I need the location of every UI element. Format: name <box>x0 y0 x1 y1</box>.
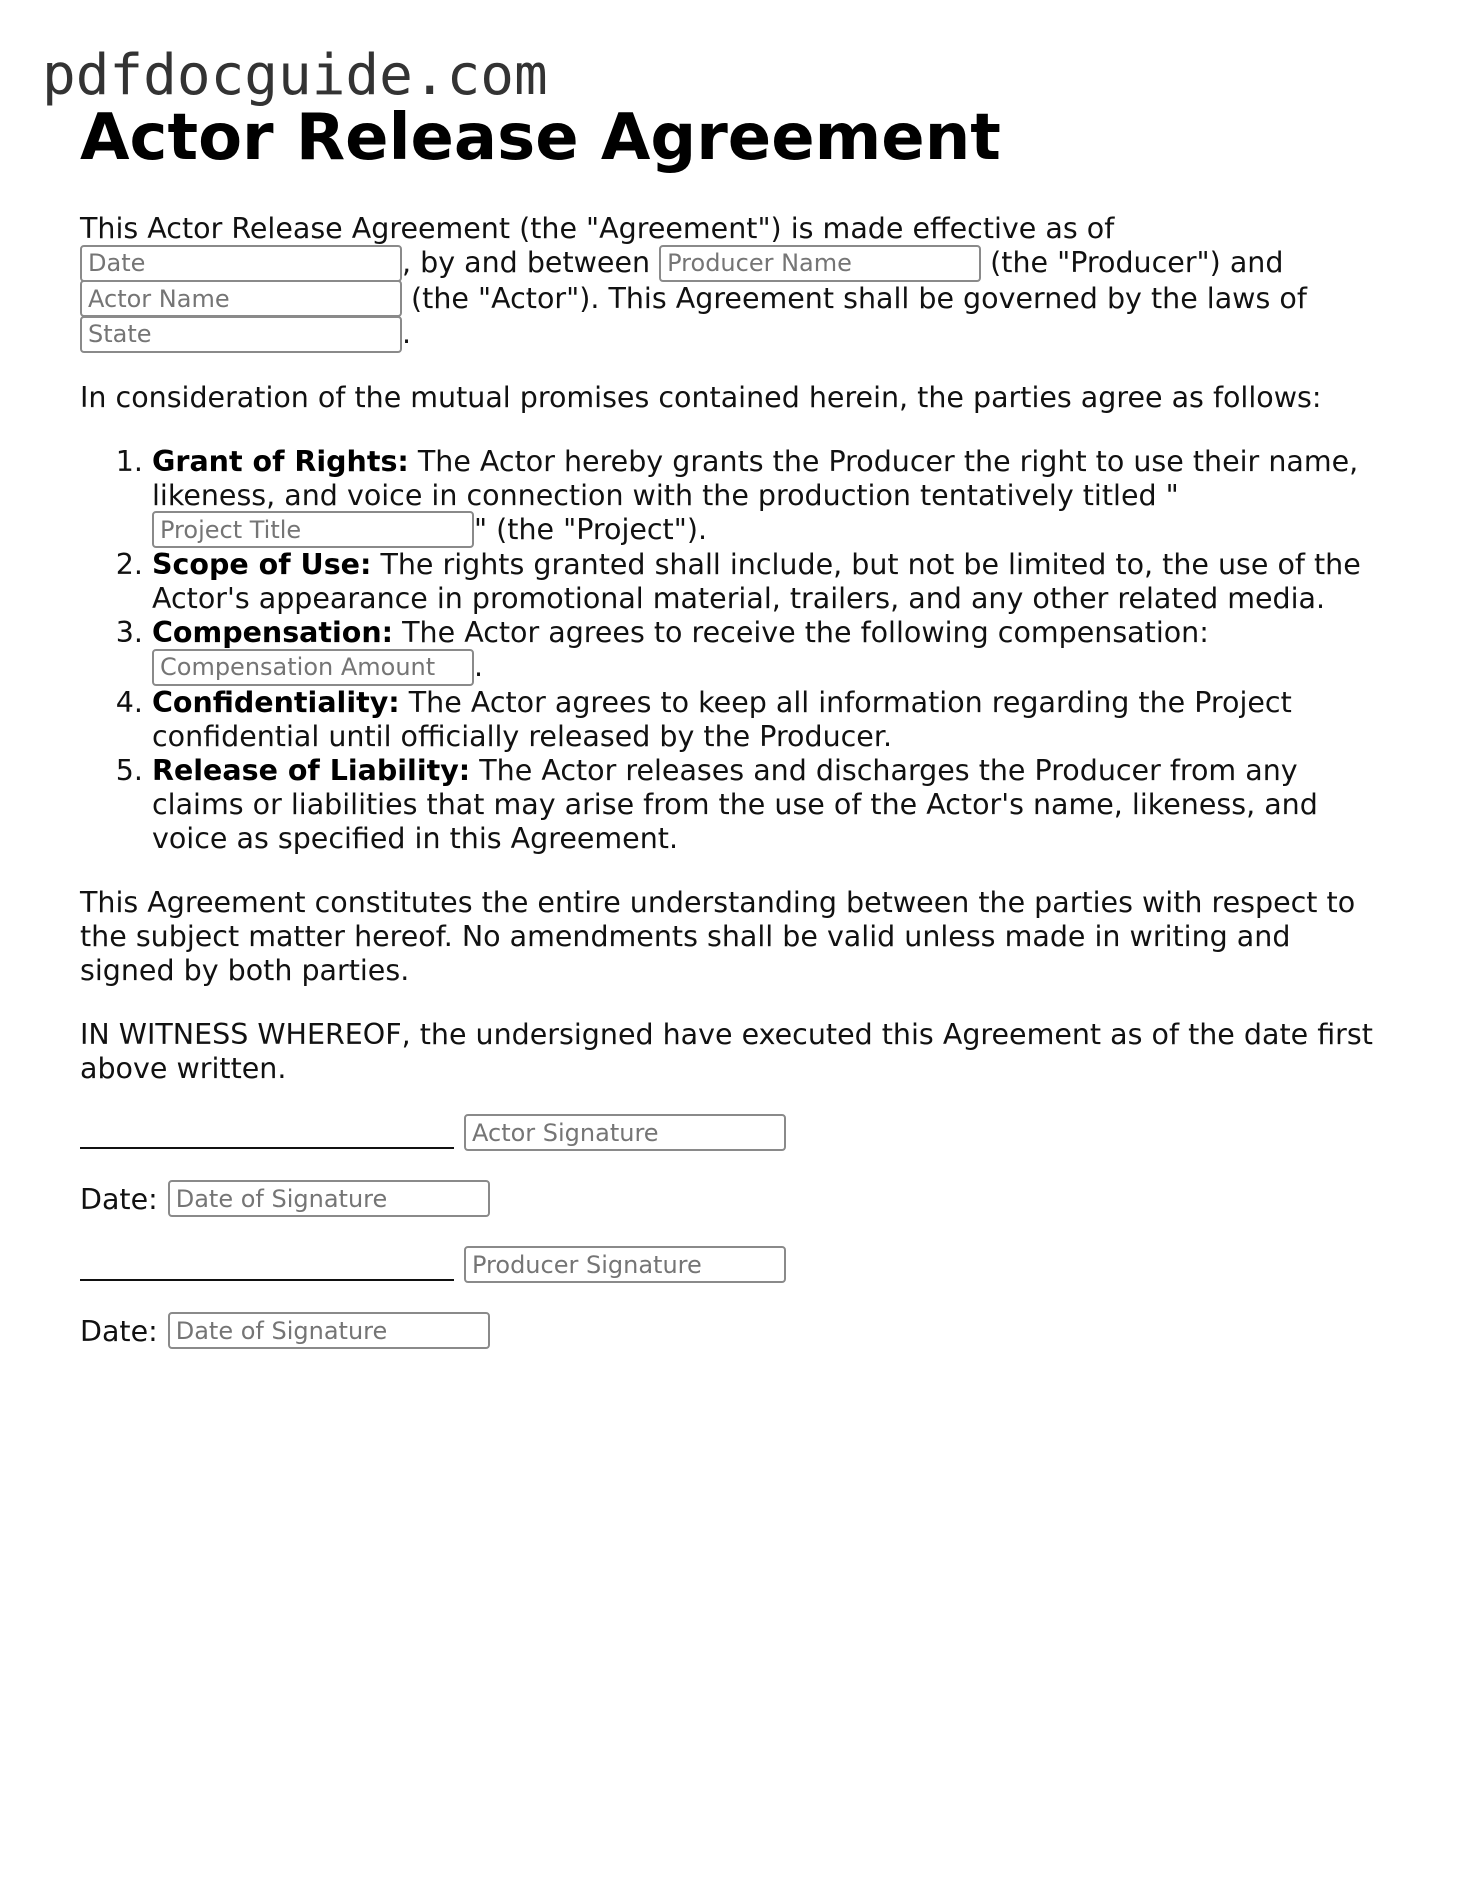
intro-paragraph <box>80 212 1390 353</box>
clause-heading: Confidentiality: <box>152 685 400 719</box>
intro-text-4: (the "Actor"). This Agreement shall be governed by the laws of <box>402 281 1307 315</box>
clause-heading: Grant of Rights: <box>152 444 409 478</box>
compensation-amount-input[interactable] <box>152 649 474 686</box>
document-page <box>80 100 1390 1352</box>
producer-name-input[interactable] <box>659 245 981 282</box>
signature-line <box>80 1251 454 1281</box>
clause-text: The Actor releases and discharges the Producer from any claims or liabilities that may arise from the use of the Actor's name, likeness, and voice as specified in this Agreement. <box>152 753 1318 855</box>
clauses-list <box>80 445 1390 856</box>
date-input[interactable] <box>80 245 402 282</box>
clause-grant-of-rights <box>152 445 1390 549</box>
intro-text-2: , by and between <box>402 246 660 279</box>
clause-text: The rights granted shall include, but not be limited to, the use of the Actor's appearance in promotional material, trailers, and any other related media. <box>152 548 1361 615</box>
witness-paragraph: IN WITNESS WHEREOF, the undersigned have executed this Agreement as of the date first above written. <box>80 1017 1373 1085</box>
site-watermark: pdfdocguide.com <box>42 43 548 108</box>
actor-date-input[interactable] <box>168 1180 490 1217</box>
entire-agreement-paragraph: This Agreement constitutes the entire understanding between the parties with respect to the subject matter hereof. No amendments shall be valid unless made in writing and signed by both parties. <box>80 885 1356 987</box>
intro-text-1: This Actor Release Agreement (the "Agreement") is made effective as of <box>80 212 1115 245</box>
date-label: Date: <box>80 1315 158 1348</box>
signature-block <box>80 1114 1390 1352</box>
clause-text: The Actor hereby grants the Producer the right to use their name, likeness, and voice in connection with the production tentatively titled " <box>152 444 1359 512</box>
clause-text-after: . <box>474 650 484 683</box>
intro-text-3: (the "Producer") and <box>981 246 1284 279</box>
consideration-paragraph: In consideration of the mutual promises contained herein, the parties agree as follows: <box>80 380 1322 414</box>
clause-heading: Compensation: <box>152 616 394 649</box>
clause-compensation <box>152 616 1390 686</box>
actor-signature-input[interactable] <box>464 1114 786 1151</box>
clause-text: The Actor agrees to keep all information regarding the Project confidential until officially released by the Producer. <box>152 685 1292 753</box>
producer-date-input[interactable] <box>168 1312 490 1349</box>
clause-scope-of-use <box>152 548 1390 616</box>
clause-release-of-liability <box>152 754 1390 856</box>
clause-confidentiality <box>152 686 1390 754</box>
actor-signature-row <box>80 1114 1390 1154</box>
date-label: Date: <box>80 1183 158 1216</box>
producer-signature-row <box>80 1246 1390 1286</box>
clause-text-after: " (the "Project"). <box>474 512 708 546</box>
clause-heading: Release of Liability: <box>152 753 471 787</box>
intro-text-5: . <box>402 317 412 350</box>
project-title-input[interactable] <box>152 511 474 548</box>
signature-line <box>80 1119 454 1149</box>
producer-date-row <box>80 1312 1390 1352</box>
state-input[interactable] <box>80 316 402 353</box>
producer-signature-input[interactable] <box>464 1246 786 1283</box>
actor-date-row <box>80 1180 1390 1220</box>
actor-name-input[interactable] <box>80 280 402 317</box>
clause-text: The Actor agrees to receive the following compensation: <box>393 616 1209 649</box>
document-title: Actor Release Agreement <box>80 101 1001 175</box>
clause-heading: Scope of Use: <box>152 548 372 581</box>
